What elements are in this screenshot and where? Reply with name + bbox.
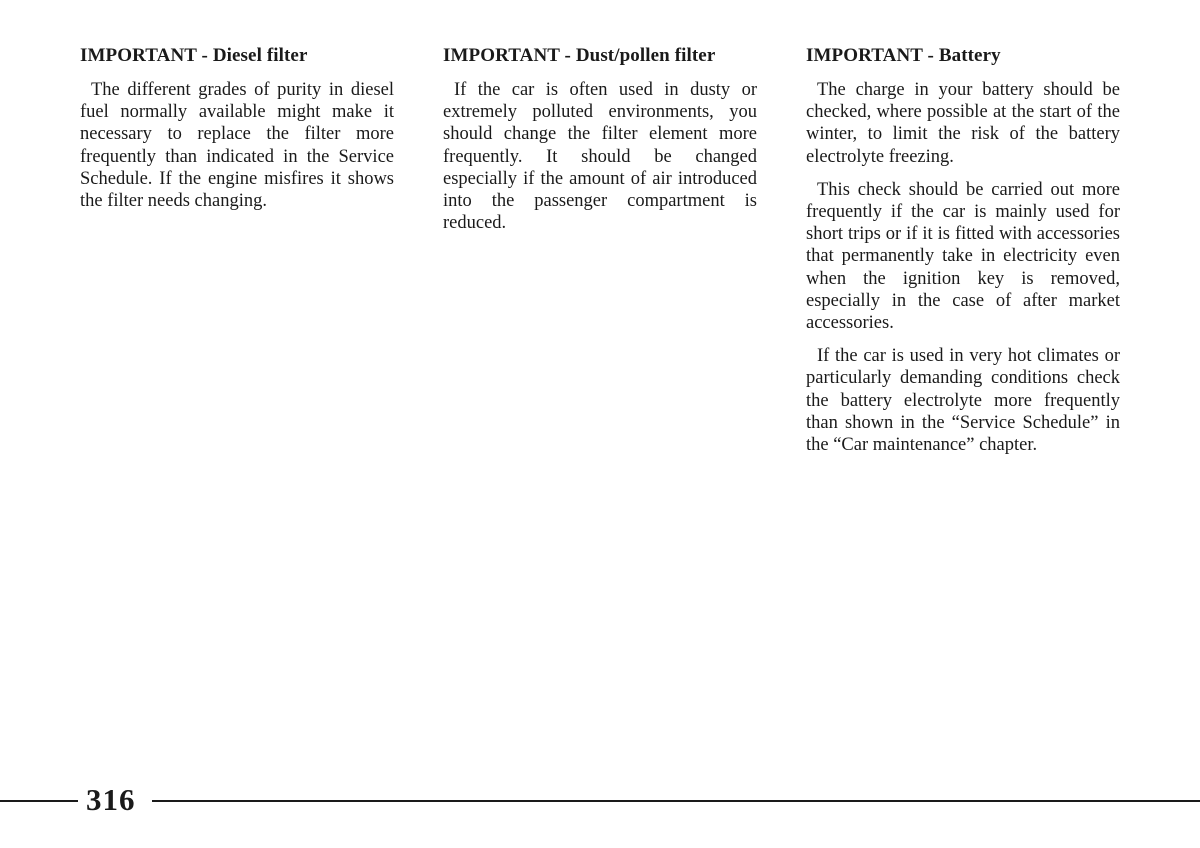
column-battery: [806, 44, 1120, 467]
footer-rule-right: [152, 800, 1200, 802]
heading-battery: IMPORTANT - Battery: [806, 45, 1001, 66]
page-footer: [0, 780, 1200, 820]
heading-dust-pollen-filter: IMPORTANT - Dust/pollen filter: [443, 45, 716, 66]
column-dust-pollen-filter: [443, 44, 757, 245]
paragraph: If the car is used in very hot climates or particularly demanding conditions check the battery electrolyte more frequently than shown in the “Service Schedule” in the “Car maintenance” chapter.: [806, 346, 1120, 456]
heading-diesel-filter: IMPORTANT - Diesel filter: [80, 45, 308, 66]
paragraph: If the car is often used in dusty or extremely polluted environments, you should change the filter element more frequently. It should be changed especially if the amount of air introduced into the passenger compartment is reduced.: [443, 80, 757, 234]
footer-rule-left: [0, 800, 78, 802]
column-diesel-filter: [80, 44, 394, 223]
paragraph: The charge in your battery should be checked, where possible at the start of the winter, to limit the risk of the battery electrolyte freezing.: [806, 80, 1120, 167]
paragraph: This check should be carried out more frequently if the car is mainly used for short trips or if it is fitted with accessories that permanently take in electricity even when the ignition key is removed, especially in the case of after market accessories.: [806, 179, 1120, 334]
paragraph: The different grades of purity in diesel fuel normally available might make it necessary to replace the filter more frequently than indicated in the Service Schedule. If the engine misfires it shows the filter needs changing.: [80, 80, 394, 212]
page-number: 316: [86, 782, 136, 817]
